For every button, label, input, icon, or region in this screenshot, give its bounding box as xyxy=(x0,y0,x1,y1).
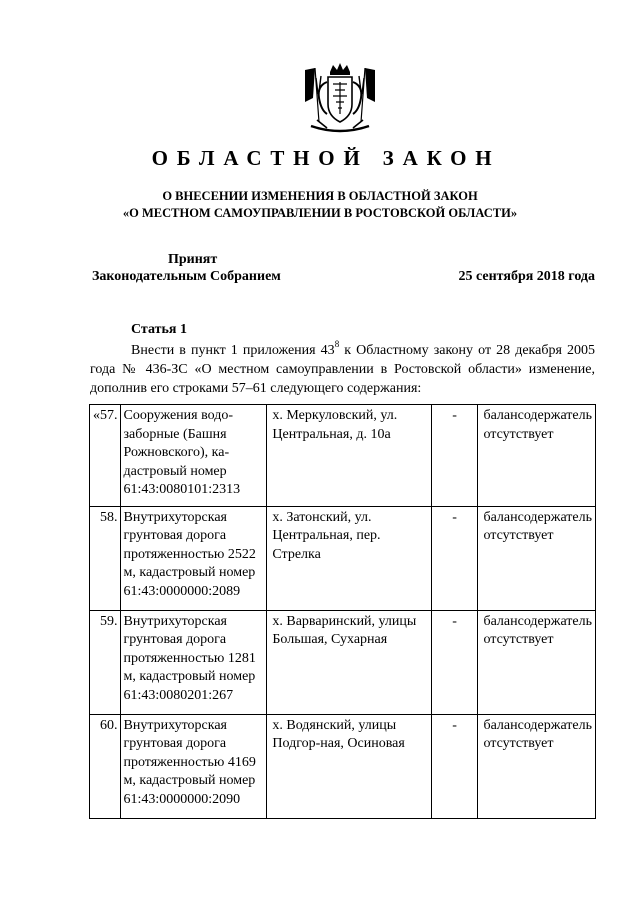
empty-mark: - xyxy=(431,610,478,714)
table-row xyxy=(90,610,596,714)
subtitle-line-2: «О МЕСТНОМ САМОУПРАВЛЕНИИ В РОСТОВСКОЙ ОБЛАСТИ» xyxy=(122,206,518,220)
balance-holder: балансодержатель отсутствует xyxy=(478,405,596,507)
object-address: х. Варваринский, улицы Большая, Сухарная xyxy=(267,610,431,714)
balance-holder: балансодержатель отсутствует xyxy=(478,506,596,610)
object-description: Внутрихуторская грунтовая дорога протяженностью 1281 м, кадастровый номер 61:43:0080201:267 xyxy=(120,610,267,714)
amendment-table xyxy=(89,404,596,819)
document-subtitle xyxy=(0,188,640,222)
intro-part-2: к Областному закону от 28 декабря 2005 года № 436-ЗС «О местном самоуправлении в Ростовской области» изменение, дополнив его строками 57–61 следующего содержания: xyxy=(90,343,595,396)
row-number: 58. xyxy=(90,506,121,610)
object-address: х. Водянский, улицы Подгор-ная, Осиновая xyxy=(267,714,431,818)
table-row xyxy=(90,714,596,818)
document-title: ОБЛАСТНОЙ ЗАКОН xyxy=(151,146,501,170)
adopted-date: 25 сентября 2018 года xyxy=(458,269,595,284)
empty-mark: - xyxy=(431,405,478,507)
object-description: Внутрихуторская грунтовая дорога протяженностью 2522 м, кадастровый номер 61:43:0000000:2089 xyxy=(120,506,267,610)
object-description: Сооружения водо-заборные (Башня Рожновского), ка-дастровый номер 61:43:0080101:2313 xyxy=(120,405,267,507)
row-number: «57. xyxy=(90,405,121,507)
coat-of-arms-icon xyxy=(297,62,383,138)
subtitle-line-1: О ВНЕСЕНИИ ИЗМЕНЕНИЯ В ОБЛАСТНОЙ ЗАКОН xyxy=(162,189,478,203)
empty-mark: - xyxy=(431,714,478,818)
row-number: 59. xyxy=(90,610,121,714)
balance-holder: балансодержатель отсутствует xyxy=(478,714,596,818)
object-address: х. Затонский, ул. Центральная, пер. Стрелка xyxy=(267,506,431,610)
article-heading: Статья 1 xyxy=(131,322,187,337)
object-description: Внутрихуторская грунтовая дорога протяженностью 4169 м, кадастровый номер 61:43:0000000:2090 xyxy=(120,714,267,818)
article-intro xyxy=(90,341,595,398)
table-row xyxy=(90,506,596,610)
empty-mark: - xyxy=(431,506,478,610)
adopted-label: Принят xyxy=(168,252,218,267)
object-address: х. Меркуловский, ул. Центральная, д. 10а xyxy=(267,405,431,507)
row-number: 60. xyxy=(90,714,121,818)
adopted-body: Законодательным Собранием xyxy=(92,269,281,284)
balance-holder: балансодержатель отсутствует xyxy=(478,610,596,714)
intro-superscript: 8 xyxy=(334,339,340,350)
intro-part-1: Внести в пункт 1 приложения 43 xyxy=(131,343,335,358)
table-row xyxy=(90,405,596,507)
